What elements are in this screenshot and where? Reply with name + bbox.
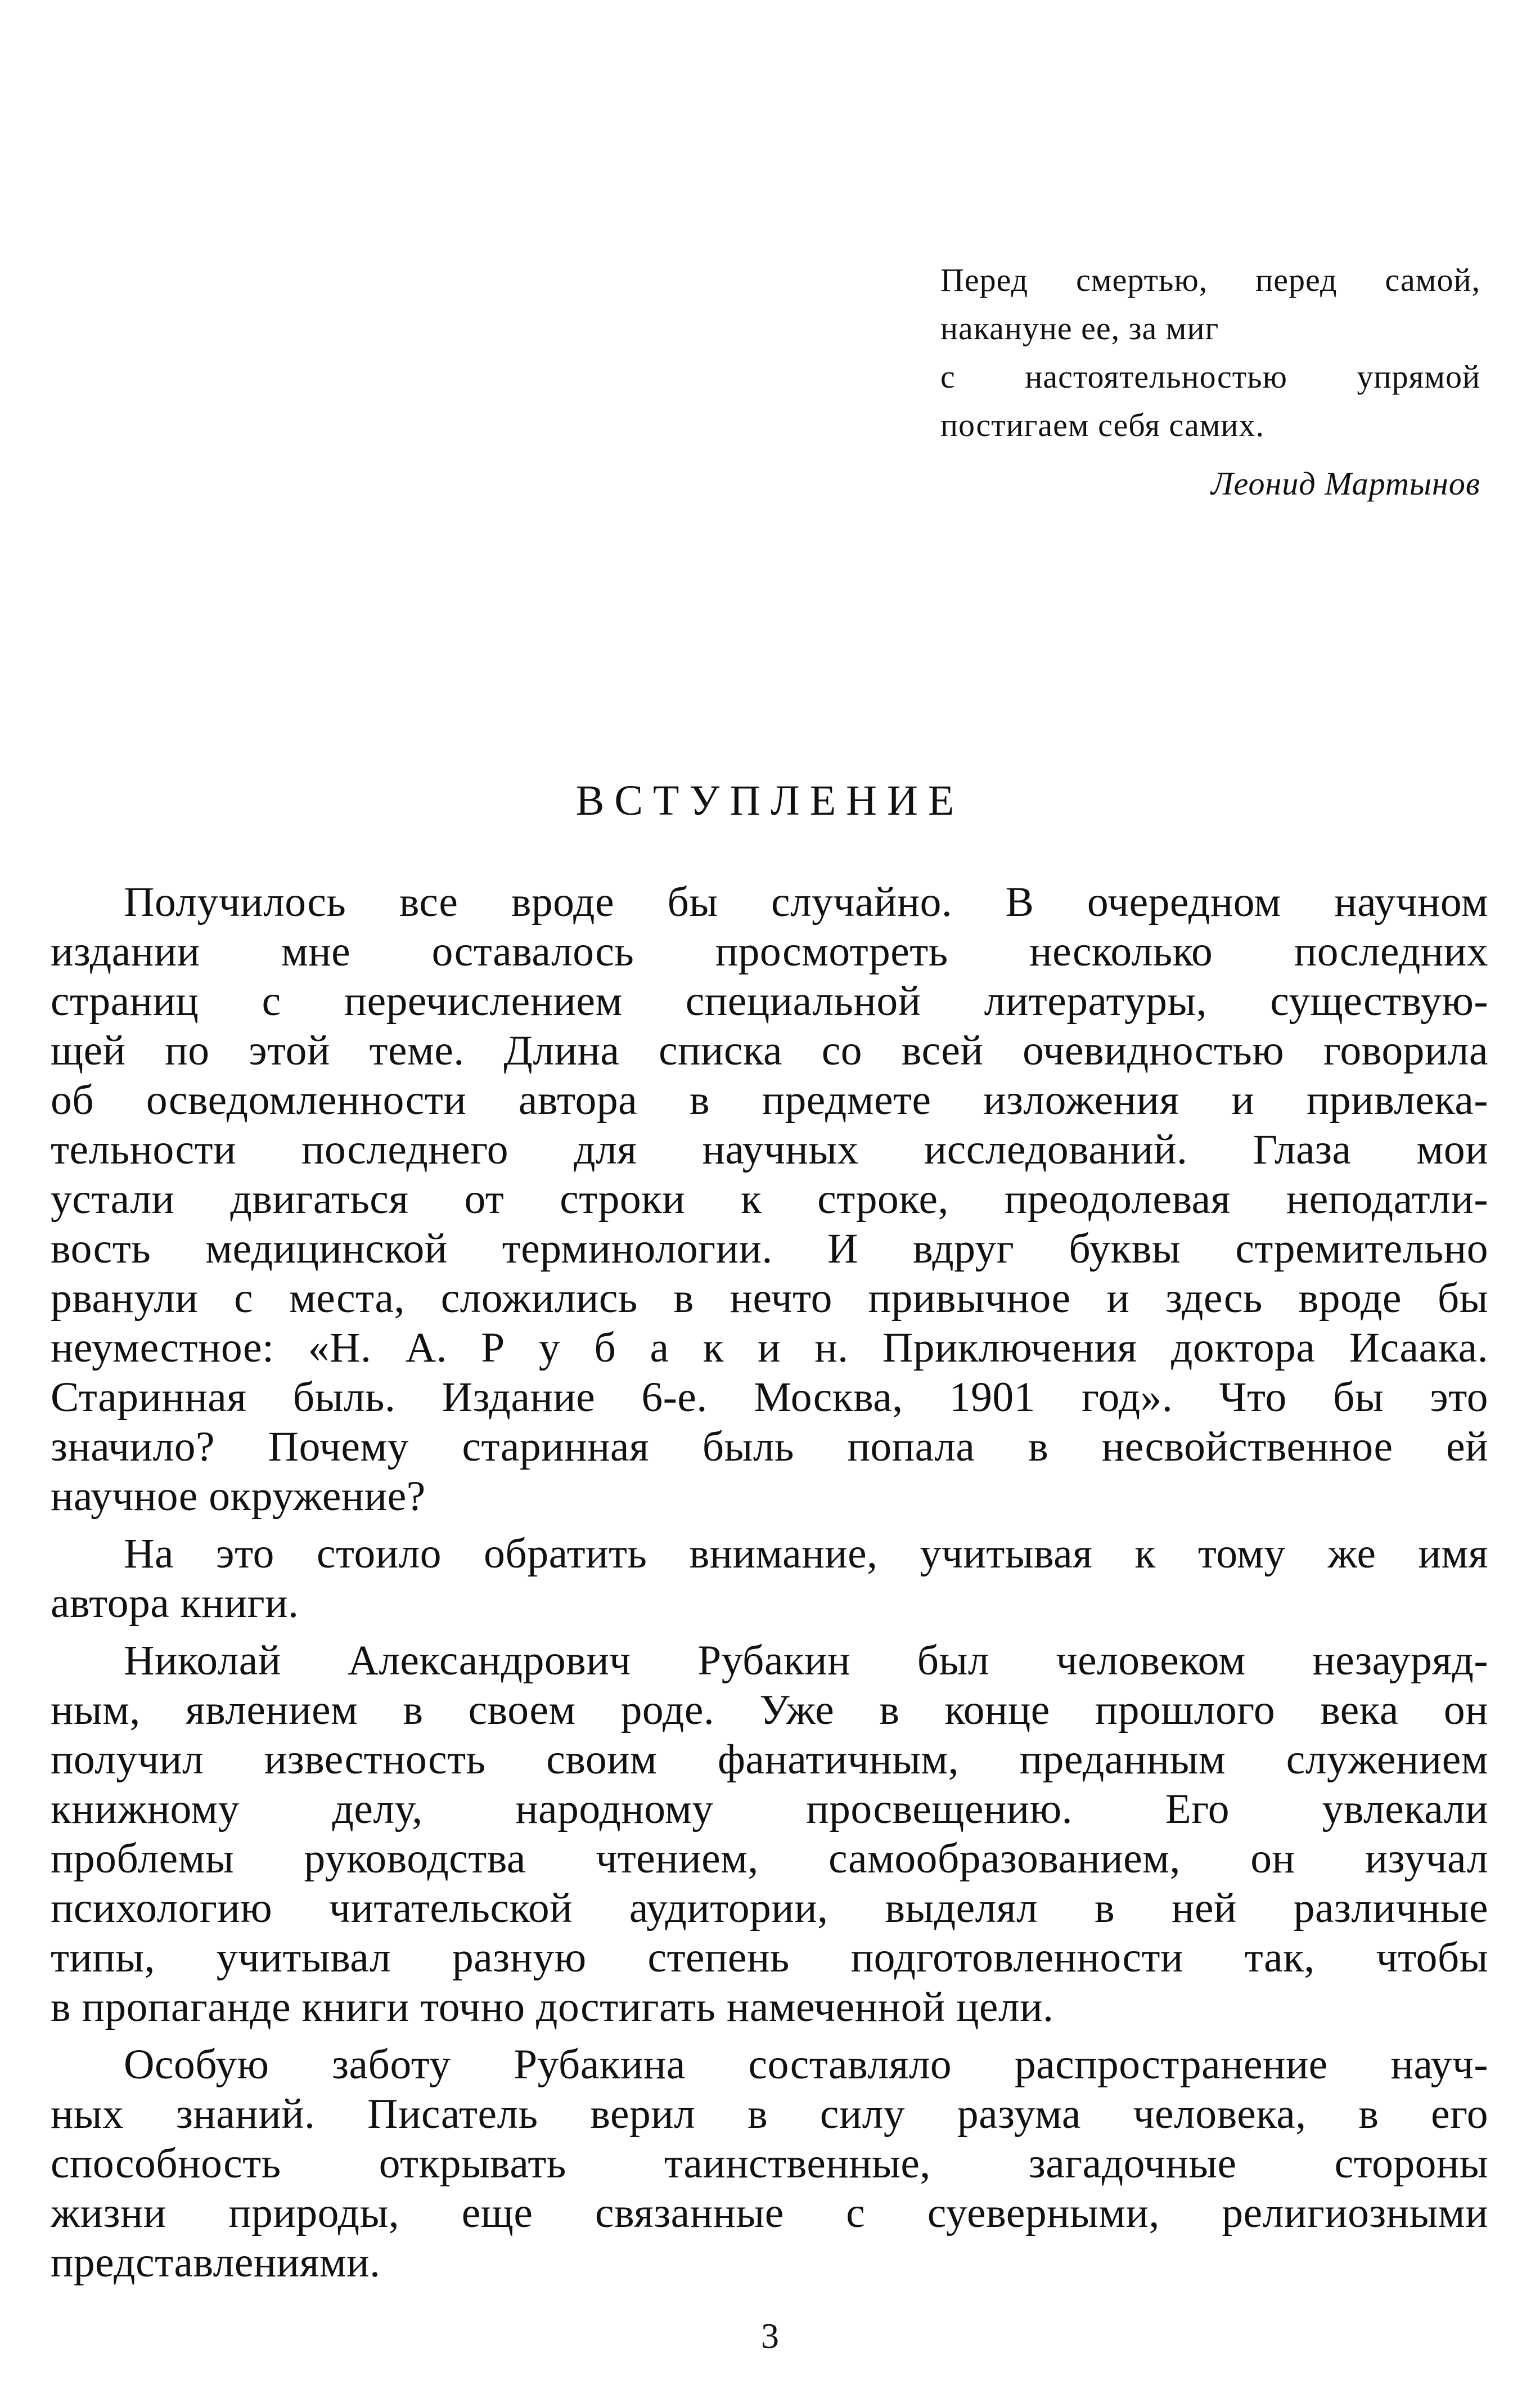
text-line: неуместное: «Н. А. Р у б а к и н. Приключения доктора Исаака. xyxy=(51,1324,1488,1371)
text-line: способность открывать таинственные, загадочные стороны xyxy=(51,2140,1488,2187)
paragraph xyxy=(51,1636,1488,2032)
text-line: автора книги. xyxy=(51,1580,299,1627)
paragraph xyxy=(51,1529,1488,1628)
text-line: типы, учитывал разную степень подготовленности так, чтобы xyxy=(51,1934,1488,1981)
text-line: представлениями. xyxy=(51,2239,381,2286)
text-line: издании мне оставалось просмотреть несколько последних xyxy=(51,928,1488,975)
body-text xyxy=(51,878,1488,2296)
text-line: страниц с перечислением специальной литературы, существую- xyxy=(51,978,1488,1025)
text-line: Николай Александрович Рубакин был человеком незауряд- xyxy=(124,1637,1488,1684)
text-line: Старинная быль. Издание 6-е. Москва, 1901 год». Что бы это xyxy=(51,1374,1488,1421)
text-line: книжному делу, народному просвещению. Его увлекали xyxy=(51,1786,1488,1832)
text-line: психологию читательской аудитории, выделял в ней различные xyxy=(51,1885,1488,1932)
epigraph xyxy=(940,256,1480,508)
epigraph-author: Леонид Мартынов xyxy=(1211,465,1480,502)
text-line: в пропаганде книги точно достигать намеченной цели. xyxy=(51,1984,1054,2031)
epigraph-line: накануне ее, за миг xyxy=(940,310,1219,347)
epigraph-line: постигаем себя самих. xyxy=(940,407,1264,443)
epigraph-line: с настоятельностью упрямой xyxy=(940,358,1480,395)
page-number: 3 xyxy=(761,2316,779,2356)
text-line: рванули с места, сложились в нечто привычное и здесь вроде бы xyxy=(51,1275,1488,1322)
text-line: Особую заботу Рубакина составляло распространение науч- xyxy=(124,2041,1488,2088)
text-line: научное окружение? xyxy=(51,1473,426,1520)
chapter-title: ВСТУПЛЕНИЕ xyxy=(575,777,965,824)
text-line: ным, явлением в своем роде. Уже в конце прошлого века он xyxy=(51,1687,1488,1733)
text-line: проблемы руководства чтением, самообразованием, он изучал xyxy=(51,1835,1488,1882)
text-line: тельности последнего для научных исследований. Глаза мои xyxy=(51,1126,1488,1173)
text-line: об осведомленности автора в предмете изложения и привлека- xyxy=(51,1077,1488,1124)
text-line: получил известность своим фанатичным, преданным служением xyxy=(51,1736,1488,1783)
text-line: жизни природы, еще связанные с суеверными, религиозными xyxy=(51,2190,1488,2236)
epigraph-line: Перед смертью, перед самой, xyxy=(940,262,1480,298)
paragraph xyxy=(51,878,1488,1521)
text-line: вость медицинской терминологии. И вдруг буквы стремительно xyxy=(51,1225,1488,1272)
text-line: значило? Почему старинная быль попала в несвойственное ей xyxy=(51,1423,1488,1470)
text-line: Получилось все вроде бы случайно. В очередном научном xyxy=(124,879,1488,926)
text-line: щей по этой теме. Длина списка со всей очевидностью говорила xyxy=(51,1027,1488,1074)
text-line: На это стоило обратить внимание, учитывая к тому же имя xyxy=(124,1530,1488,1577)
text-line: устали двигаться от строки к строке, преодолевая неподатли- xyxy=(51,1176,1488,1223)
paragraph xyxy=(51,2040,1488,2288)
text-line: ных знаний. Писатель верил в силу разума человека, в его xyxy=(51,2091,1488,2137)
